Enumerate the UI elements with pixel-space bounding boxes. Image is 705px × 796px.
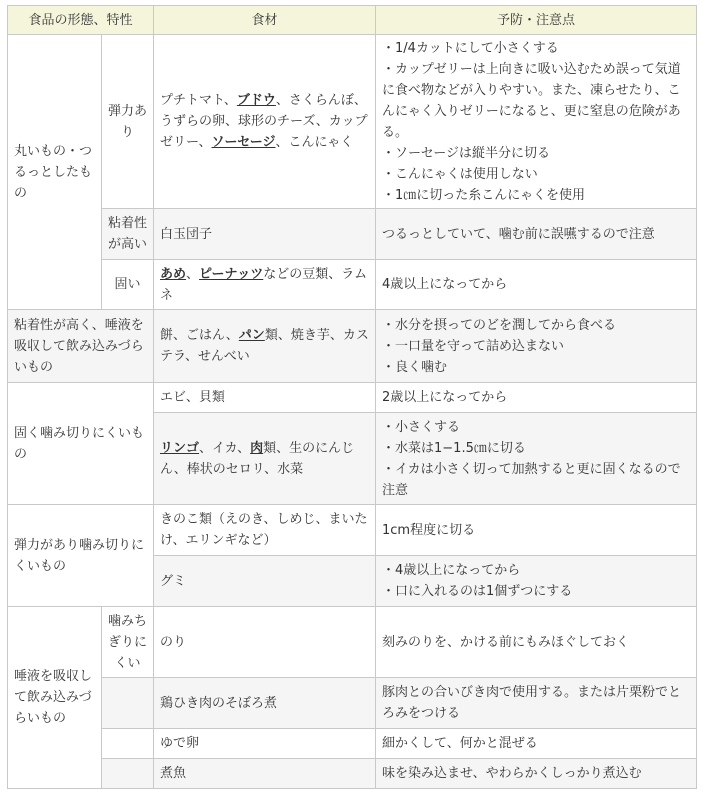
- food-cell: リンゴ、イカ、肉類、生のにんじん、棒状のセロリ、水菜: [154, 413, 376, 505]
- category-round: 丸いもの・つるっとしたもの: [8, 35, 102, 310]
- food-cell: あめ、ピーナッツなどの豆類、ラムネ: [154, 260, 376, 310]
- table-row: [8, 260, 697, 310]
- table-row: [8, 505, 697, 556]
- notes-cell: ・4歳以上になってから ・口に入れるのは1個ずつにする: [376, 556, 697, 607]
- header-food: 食材: [154, 6, 376, 35]
- table-row: [8, 35, 697, 209]
- highlight-food: パン: [238, 328, 265, 343]
- notes-cell: 細かくして、何かと混ぜる: [376, 729, 697, 759]
- subcategory-elastic: 弾力あり: [102, 35, 154, 209]
- subcategory-hard: 固い: [102, 260, 154, 310]
- subcategory-hard-to-tear: 噛みちぎりにくい: [102, 607, 154, 678]
- table-row: [8, 607, 697, 678]
- food-safety-table: [7, 5, 697, 789]
- notes-cell: つるっとしていて、噛む前に誤嚥するので注意: [376, 209, 697, 260]
- category-elastic-bite: 弾力があり噛み切りにくいもの: [8, 505, 154, 607]
- highlight-food: ソーセージ: [211, 135, 276, 150]
- notes-cell: 1cm程度に切る: [376, 505, 697, 556]
- food-cell: ゆで卵: [154, 729, 376, 759]
- category-hard-bite: 固く噛み切りにくいもの: [8, 383, 154, 505]
- food-cell: きのこ類（えのき、しめじ、まいたけ、エリンギなど）: [154, 505, 376, 556]
- food-cell: エビ、貝類: [154, 383, 376, 413]
- table-row: [8, 209, 697, 260]
- header-row: [8, 6, 697, 35]
- header-notes: 予防・注意点: [376, 6, 697, 35]
- food-cell: 餅、ごはん、パン類、焼き芋、カステラ、せんべい: [154, 310, 376, 383]
- subcategory-sticky: 粘着性が高い: [102, 209, 154, 260]
- food-cell: 煮魚: [154, 759, 376, 789]
- notes-cell: ・小さくする ・水菜は1−1.5㎝に切る ・イカは小さく切って加熱すると更に固くなるので注意: [376, 413, 697, 505]
- notes-cell: 刻みのりを、かける前にもみほぐしておく: [376, 607, 697, 678]
- notes-cell: 豚肉との合いびき肉で使用する。または片栗粉でとろみをつける: [376, 678, 697, 729]
- table-row: [8, 759, 697, 789]
- subcategory-empty: [102, 729, 154, 759]
- subcategory-empty: [102, 759, 154, 789]
- highlight-food: あめ: [160, 266, 187, 282]
- highlight-food: ブドウ: [236, 93, 276, 108]
- table-row: [8, 383, 697, 413]
- food-cell: 白玉団子: [154, 209, 376, 260]
- notes-cell: 2歳以上になってから: [376, 383, 697, 413]
- food-cell: のり: [154, 607, 376, 678]
- food-cell: グミ: [154, 556, 376, 607]
- highlight-food: ピーナッツ: [199, 266, 264, 282]
- notes-cell: 味を染み込ませ、やわらかくしっかり煮込む: [376, 759, 697, 789]
- category-saliva-absorb: 唾液を吸収して飲み込みづらいもの: [8, 607, 102, 789]
- category-saliva-sticky: 粘着性が高く、唾液を吸収して飲み込みづらいもの: [8, 310, 154, 383]
- food-cell: プチトマト、ブドウ、さくらんぼ、うずらの卵、球形のチーズ、カップゼリー、ソーセージ、こんにゃく: [154, 35, 376, 209]
- highlight-food: 肉: [250, 440, 264, 456]
- header-form: 食品の形態、特性: [8, 6, 154, 35]
- food-cell: 鶏ひき肉のそぼろ煮: [154, 678, 376, 729]
- table-row: [8, 310, 697, 383]
- notes-cell: 4歳以上になってから: [376, 260, 697, 310]
- notes-cell: ・1/4カットにして小さくする ・カップゼリーは上向きに吸い込むため誤って気道に食べ物などが入りやすい。また、凍らせたり、こんにゃく入りゼリーになると、更に窒息の危険がある。 ・ソーセージは縦半分に切る ・こんにゃくは使用しない ・1㎝に切った糸こんにゃくを使用: [376, 35, 697, 209]
- highlight-food: リンゴ: [160, 440, 200, 456]
- notes-cell: ・水分を摂ってのどを潤してから食べる ・一口量を守って詰め込まない ・良く噛む: [376, 310, 697, 383]
- subcategory-empty: [102, 678, 154, 729]
- table-row: [8, 729, 697, 759]
- table-row: [8, 678, 697, 729]
